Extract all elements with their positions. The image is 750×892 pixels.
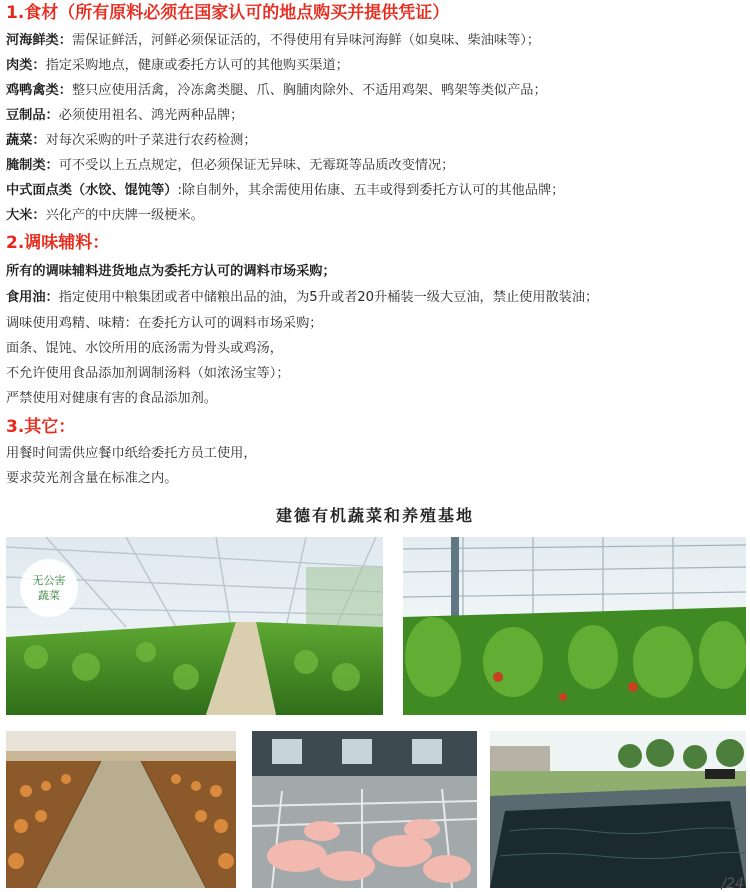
item-cooking-oil: 食用油：指定使用中粮集团或者中储粮出品的油，为5升或者20升桶装一级大豆油，禁止使用散装油；	[6, 290, 599, 305]
item-meat: 肉类：指定采购地点，健康或委托方认可的其他购买渠道；	[6, 58, 349, 73]
item-tofu: 豆制品：必须使用祖名、鸿光两种品牌；	[6, 108, 244, 123]
pig-farm-photo	[252, 731, 477, 888]
other-line: 用餐时间需供应餐巾纸给委托方员工使用，	[6, 446, 257, 461]
section-1-title: 1.食材（所有原料必须在国家认可的地点购买并提供凭证）	[6, 3, 450, 23]
chicken-farm-photo	[6, 731, 236, 888]
page-number: /24	[721, 876, 744, 892]
item-vegetables: 蔬菜：对每次采购的叶子菜进行农药检测；	[6, 133, 257, 148]
item-pickled: 腌制类：可不受以上五点规定，但必须保证无异味、无霉斑等品质改变情况；	[6, 158, 455, 173]
seasoning-line: 面条、馄饨、水饺所用的底汤需为骨头或鸡汤，	[6, 341, 283, 356]
organic-badge: 无公害 蔬菜	[20, 559, 78, 617]
item-rice: 大米：兴化产的中庆牌一级梗米。	[6, 208, 204, 223]
seasoning-line: 不允许使用食品添加剂调制汤料（如浓汤宝等）；	[6, 366, 290, 381]
item-poultry: 鸡鸭禽类：整只应使用活禽，冷冻禽类腿、爪、胸脯肉除外、不适用鸡架、鸭架等类似产品；	[6, 83, 547, 98]
greenhouse-vegetables-photo	[6, 537, 383, 715]
section-2-title: 2.调味辅料：	[6, 233, 110, 253]
greenhouse-tomatoes-photo	[403, 537, 746, 715]
item-seafood: 河海鲜类：需保证鲜活，河鲜必须保证活的，不得使用有异味河海鲜（如臭味、柴油味等）；	[6, 33, 541, 48]
fish-pond-photo	[490, 731, 746, 888]
seasoning-line: 调味使用鸡精、味精：在委托方认可的调料市场采购；	[6, 316, 323, 331]
section-3-title: 3.其它：	[6, 417, 76, 437]
seasoning-rule: 所有的调味辅料进货地点为委托方认可的调料市场采购；	[6, 264, 336, 279]
other-line: 要求荧光剂含量在标准之内。	[6, 471, 178, 486]
photo-gallery-title: 建德有机蔬菜和养殖基地	[275, 506, 474, 525]
seasoning-line: 严禁使用对健康有害的食品添加剂。	[6, 391, 217, 406]
item-dumplings: 中式面点类（水饺、馄饨等）:除自制外，其余需使用佑康、五丰或得到委托方认可的其他品牌；	[6, 183, 565, 198]
